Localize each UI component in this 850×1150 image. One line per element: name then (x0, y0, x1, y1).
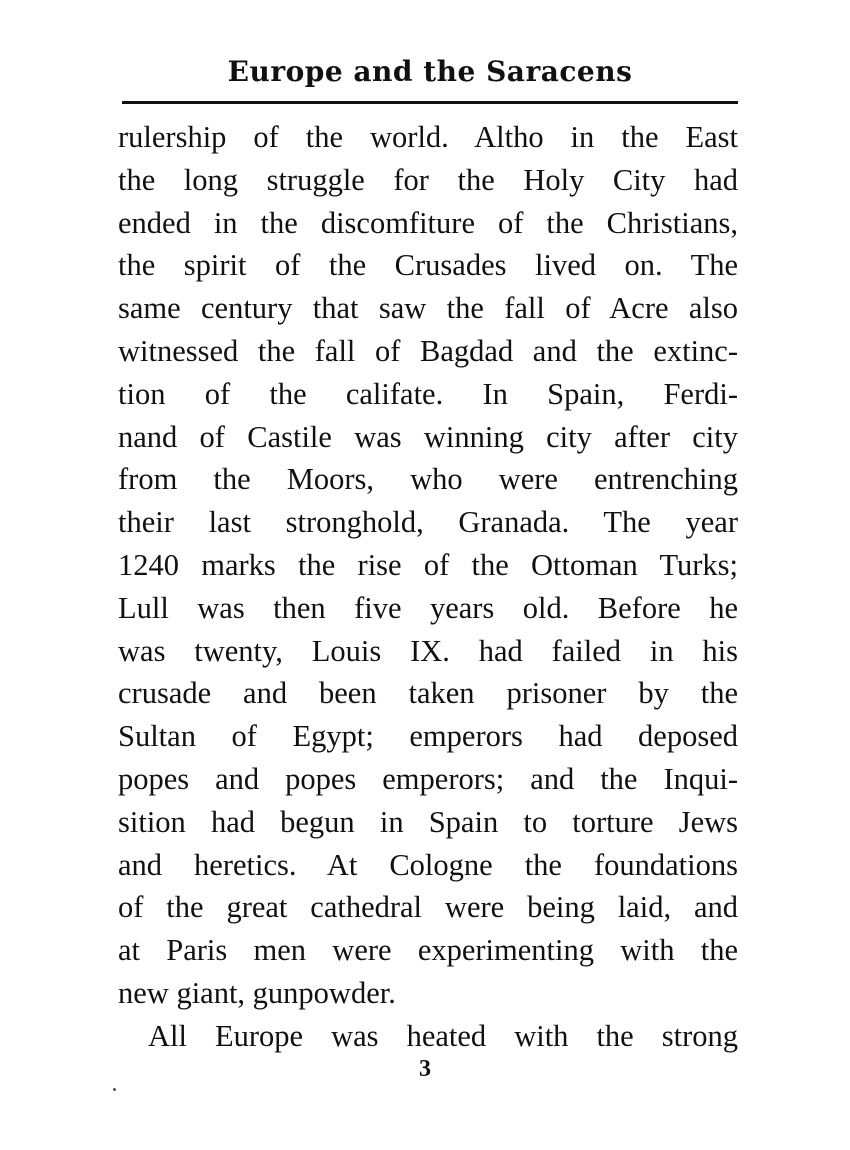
paragraph-end-line: new giant, gunpowder. (118, 975, 396, 1010)
text-line: Lull was then five years old. Before he (118, 590, 738, 625)
text-line: sition had begun in Spain to torture Jews (118, 804, 738, 839)
text-line: witnessed the fall of Bagdad and the extinc- (118, 333, 738, 368)
text-line: ended in the discomfiture of the Christians, (118, 205, 738, 240)
text-line: Sultan of Egypt; emperors had deposed (118, 719, 738, 754)
header-rule (122, 101, 738, 104)
print-speck (113, 1088, 116, 1091)
text-line: 1240 marks the rise of the Ottoman Turks; (118, 547, 738, 582)
text-line: from the Moors, who were entrenching (118, 462, 738, 497)
body-text (118, 116, 738, 1058)
text-line: same century that saw the fall of Acre also (118, 291, 738, 326)
text-line: nand of Castile was winning city after city (118, 419, 738, 454)
text-line: popes and popes emperors; and the Inqui- (118, 761, 738, 796)
text-line: was twenty, Louis IX. had failed in his (118, 633, 738, 668)
text-line: and heretics. At Cologne the foundations (118, 847, 738, 882)
text-line: the long struggle for the Holy City had (118, 162, 738, 197)
text-line: tion of the califate. In Spain, Ferdi- (118, 376, 738, 411)
text-line: the spirit of the Crusades lived on. The (118, 248, 738, 283)
paragraph-start-line: All Europe was heated with the strong (148, 1018, 738, 1053)
text-line: at Paris men were experimenting with the (118, 933, 738, 968)
text-line: their last stronghold, Granada. The year (118, 505, 738, 540)
running-head-title: Europe and the Saracens (227, 55, 633, 88)
text-line: of the great cathedral were being laid, and (118, 890, 738, 925)
page-number: 3 (419, 1056, 431, 1082)
text-line: rulership of the world. Altho in the East (118, 120, 738, 154)
text-line: crusade and been taken prisoner by the (118, 676, 738, 711)
